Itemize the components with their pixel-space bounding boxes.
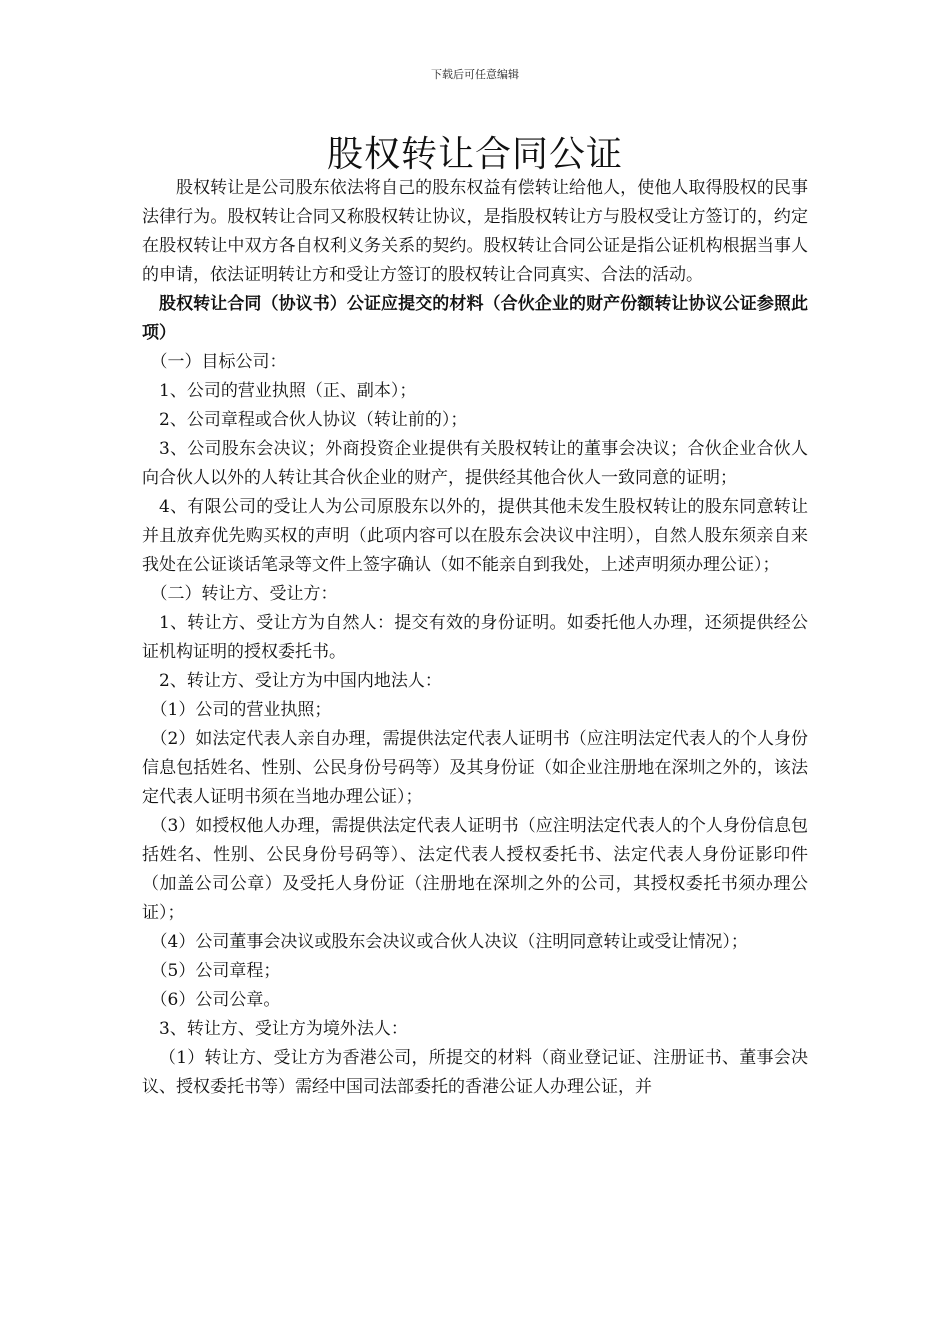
header-note: 下载后可任意编辑: [431, 68, 519, 81]
list-item: （一）目标公司：: [150, 352, 287, 372]
intro-paragraph: 股权转让是公司股东依法将自己的股东权益有偿转让给他人，使他人取得股权的民事法律行为。股权转让合同又称股权转让协议，是指股权转让方与股权受让方签订的，约定在股权转让中双方各自权利义务关系的契约。股权转让合同公证是指公证机构根据当事人的申请，依法证明转让方和受让方签订的股权转让合同真实、合法的活动。: [142, 178, 808, 285]
list-item: （3）如授权他人办理，需提供法定代表人证明书（应注明法定代表人的个人身份信息包括姓名、性别、公民身份号码等）、法定代表人授权委托书、法定代表人身份证影印件（加盖公司公章）及受托人身份证（注册地在深圳之外的公司，其授权委托书须办理公证）；: [142, 816, 808, 923]
document-body: [142, 174, 808, 1102]
document-title: 股权转让合同公证: [326, 134, 623, 175]
list-item: 3、公司股东会决议；外商投资企业提供有关股权转让的董事会决议；合伙企业合伙人向合伙人以外的人转让其合伙企业的财产，提供经其他合伙人一致同意的证明；: [142, 439, 808, 488]
list-item: （5）公司章程；: [150, 961, 281, 981]
list-item: 1、转让方、受让方为自然人：提交有效的身份证明。如委托他人办理，还须提供经公证机构证明的授权委托书。: [142, 613, 808, 662]
list-item: （1）转让方、受让方为香港公司，所提交的材料（商业登记证、注册证书、董事会决议、授权委托书等）需经中国司法部委托的香港公证人办理公证，并: [142, 1048, 808, 1097]
list-item: 3、转让方、受让方为境外法人：: [159, 1019, 408, 1039]
list-item: （4）公司董事会决议或股东会决议或合伙人决议（注明同意转让或受让情况）；: [150, 932, 748, 952]
list-item: 4、有限公司的受让人为公司原股东以外的，提供其他未发生股权转让的股东同意转让并且放弃优先购买权的声明（此项内容可以在股东会决议中注明），自然人股东须亲自来我处在公证谈话笔录等文件上签字确认（如不能亲自到我处，上述声明须办理公证）；: [142, 497, 808, 575]
list-item: 2、转让方、受让方为中国内地法人：: [159, 671, 442, 691]
list-item: （2）如法定代表人亲自办理，需提供法定代表人证明书（应注明法定代表人的个人身份信息包括姓名、性别、公民身份号码等）及其身份证（如企业注册地在深圳之外的，该法定代表人证明书须在当地办理公证）；: [142, 729, 808, 807]
list-item: （二）转让方、受让方：: [150, 584, 338, 604]
list-item: 2、公司章程或合伙人协议（转让前的）；: [159, 410, 468, 430]
list-item: （1）公司的营业执照；: [150, 700, 332, 720]
section-heading: 股权转让合同（协议书）公证应提交的材料（合伙企业的财产份额转让协议公证参照此项）: [142, 294, 808, 343]
list-item: 1、公司的营业执照（正、副本）；: [159, 381, 417, 401]
list-item: （6）公司公章。: [150, 990, 281, 1010]
